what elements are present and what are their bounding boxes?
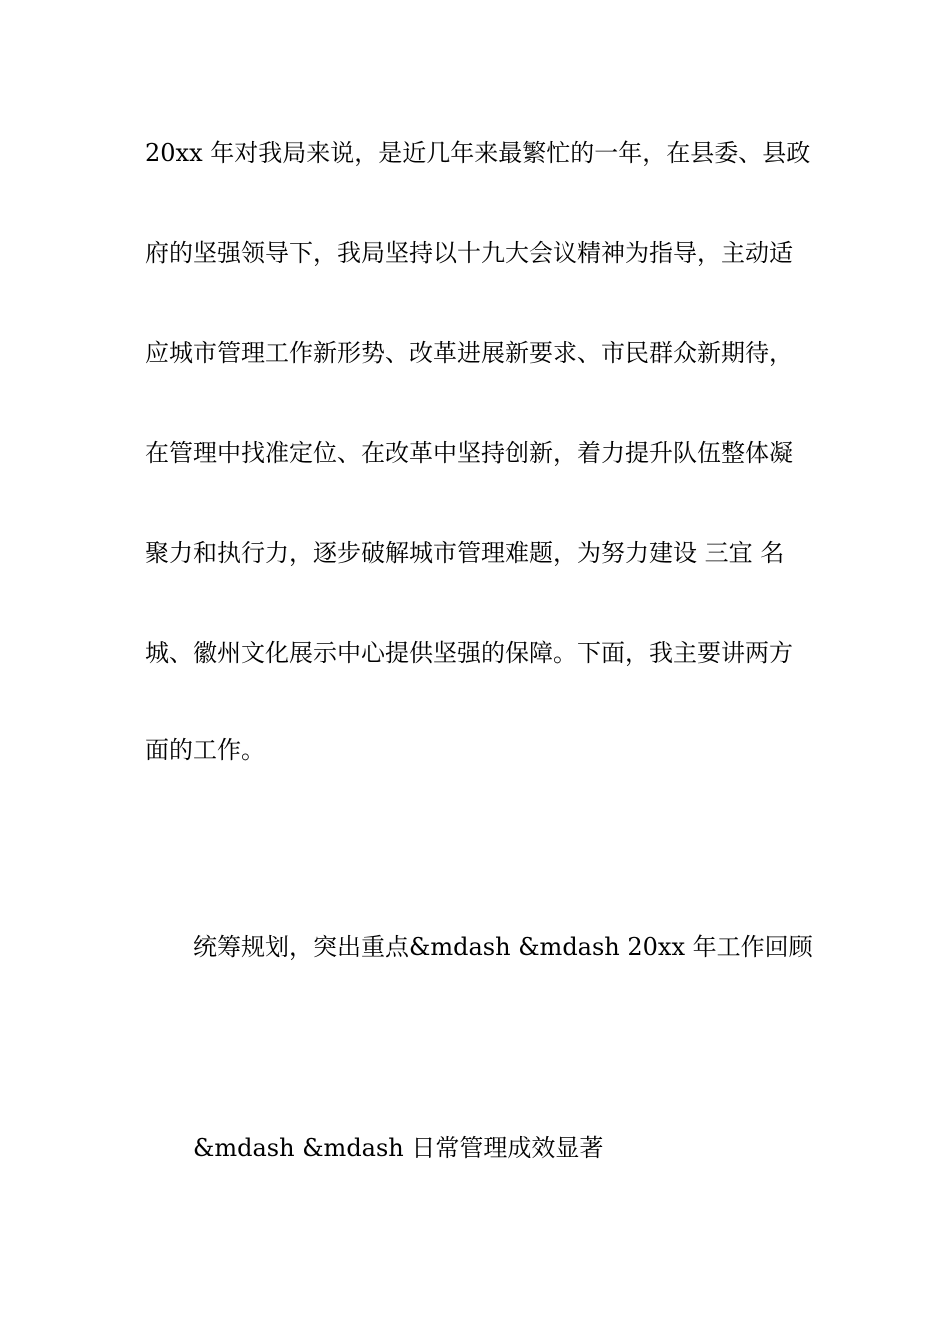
paragraph-line-4: 在管理中找准定位、在改革中坚持创新，着力提升队伍整体凝 [145, 439, 793, 467]
paragraph-line-5: 聚力和执行力，逐步破解城市管理难题，为努力建设 三宜 名 [145, 539, 785, 567]
section-subheading-daily-management: &mdash &mdash 日常管理成效显著 [193, 1134, 604, 1162]
paragraph-line-2: 府的坚强领导下，我局坚持以十九大会议精神为指导，主动适 [145, 239, 793, 267]
paragraph-line-1: 20xx 年对我局来说，是近几年来最繁忙的一年，在县委、县政 [145, 139, 811, 167]
paragraph-line-7: 面的工作。 [145, 736, 265, 764]
section-heading-review: 统筹规划，突出重点&mdash &mdash 20xx 年工作回顾 [193, 933, 813, 961]
paragraph-line-3: 应城市管理工作新形势、改革进展新要求、市民群众新期待， [145, 339, 793, 367]
paragraph-line-6: 城、徽州文化展示中心提供坚强的保障。下面，我主要讲两方 [145, 639, 793, 667]
